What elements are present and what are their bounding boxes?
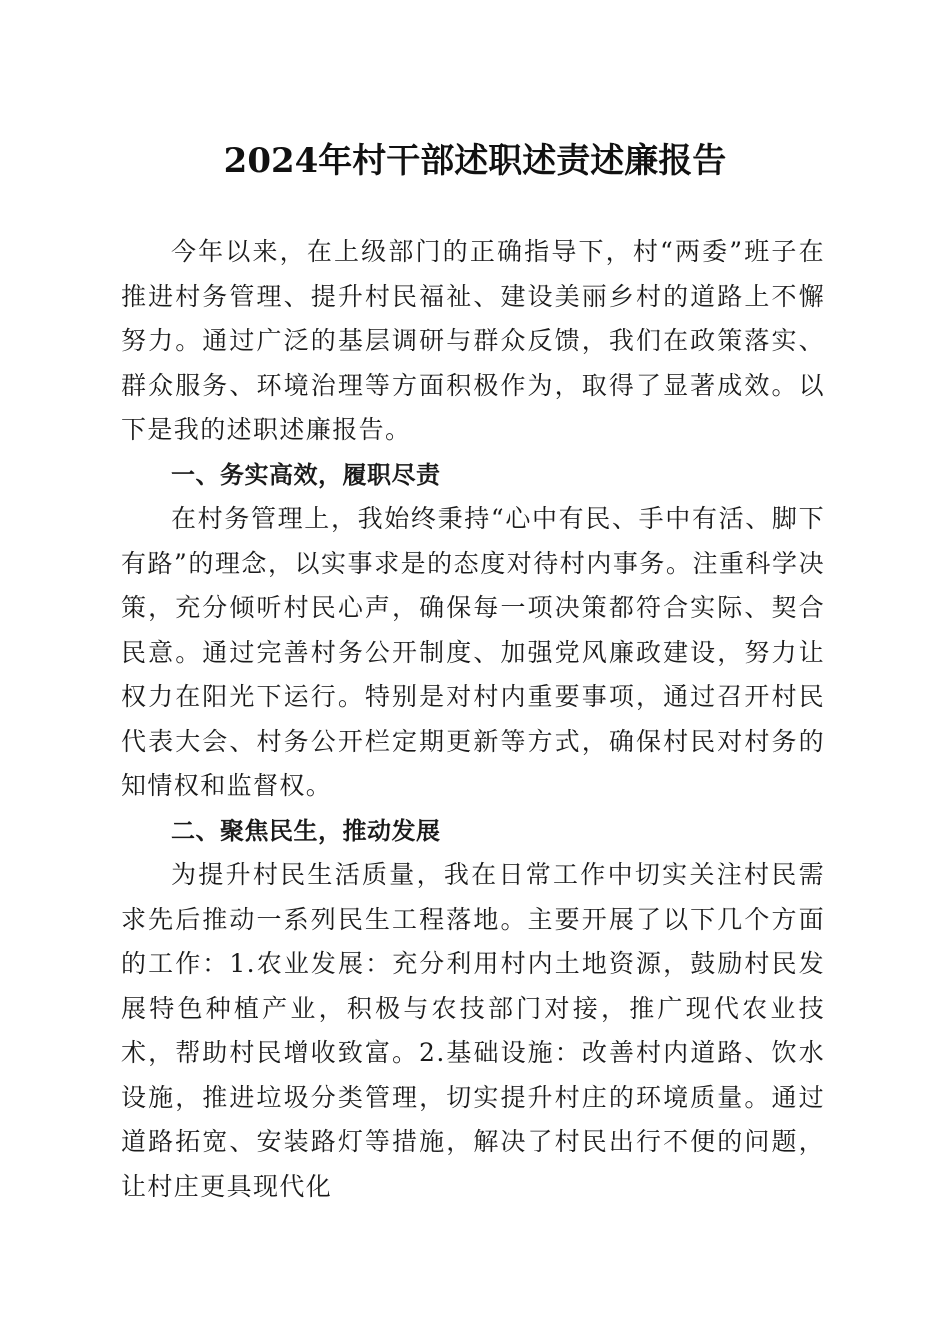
- section-heading-2: 二、聚焦民生，推动发展: [171, 816, 441, 845]
- intro-paragraph: 今年以来，在上级部门的正确指导下，村“两委”班子在推进村务管理、提升村民福祉、建设美丽乡村的道路上不懈努力。通过广泛的基层调研与群众反馈，我们在政策落实、群众服务、环境治理等方面积极作为，取得了显著成效。以下是我的述职述廉报告。: [121, 237, 825, 444]
- document-title: 2024年村干部述职述责述廉报告: [223, 141, 727, 181]
- section-body-1: 在村务管理上，我始终秉持“心中有民、手中有活、脚下有路”的理念，以实事求是的态度对待村内事务。注重科学决策，充分倾听村民心声，确保每一项决策都符合实际、契合民意。通过完善村务公开制度、加强党风廉政建设，努力让权力在阳光下运行。特别是对村内重要事项，通过召开村民代表大会、村务公开栏定期更新等方式，确保村民对村务的知情权和监督权。: [121, 504, 825, 800]
- document-body: [121, 230, 825, 1209]
- section-heading-1: 一、务实高效，履职尽责: [171, 460, 441, 489]
- section-body-2: 为提升村民生活质量，我在日常工作中切实关注村民需求先后推动一系列民生工程落地。主要开展了以下几个方面的工作：1.农业发展：充分利用村内土地资源，鼓励村民发展特色种植产业，积极与农技部门对接，推广现代农业技术，帮助村民增收致富。2.基础设施：改善村内道路、饮水设施，推进垃圾分类管理，切实提升村庄的环境质量。通过道路拓宽、安装路灯等措施，解决了村民出行不便的问题，让村庄更具现代化: [121, 860, 825, 1201]
